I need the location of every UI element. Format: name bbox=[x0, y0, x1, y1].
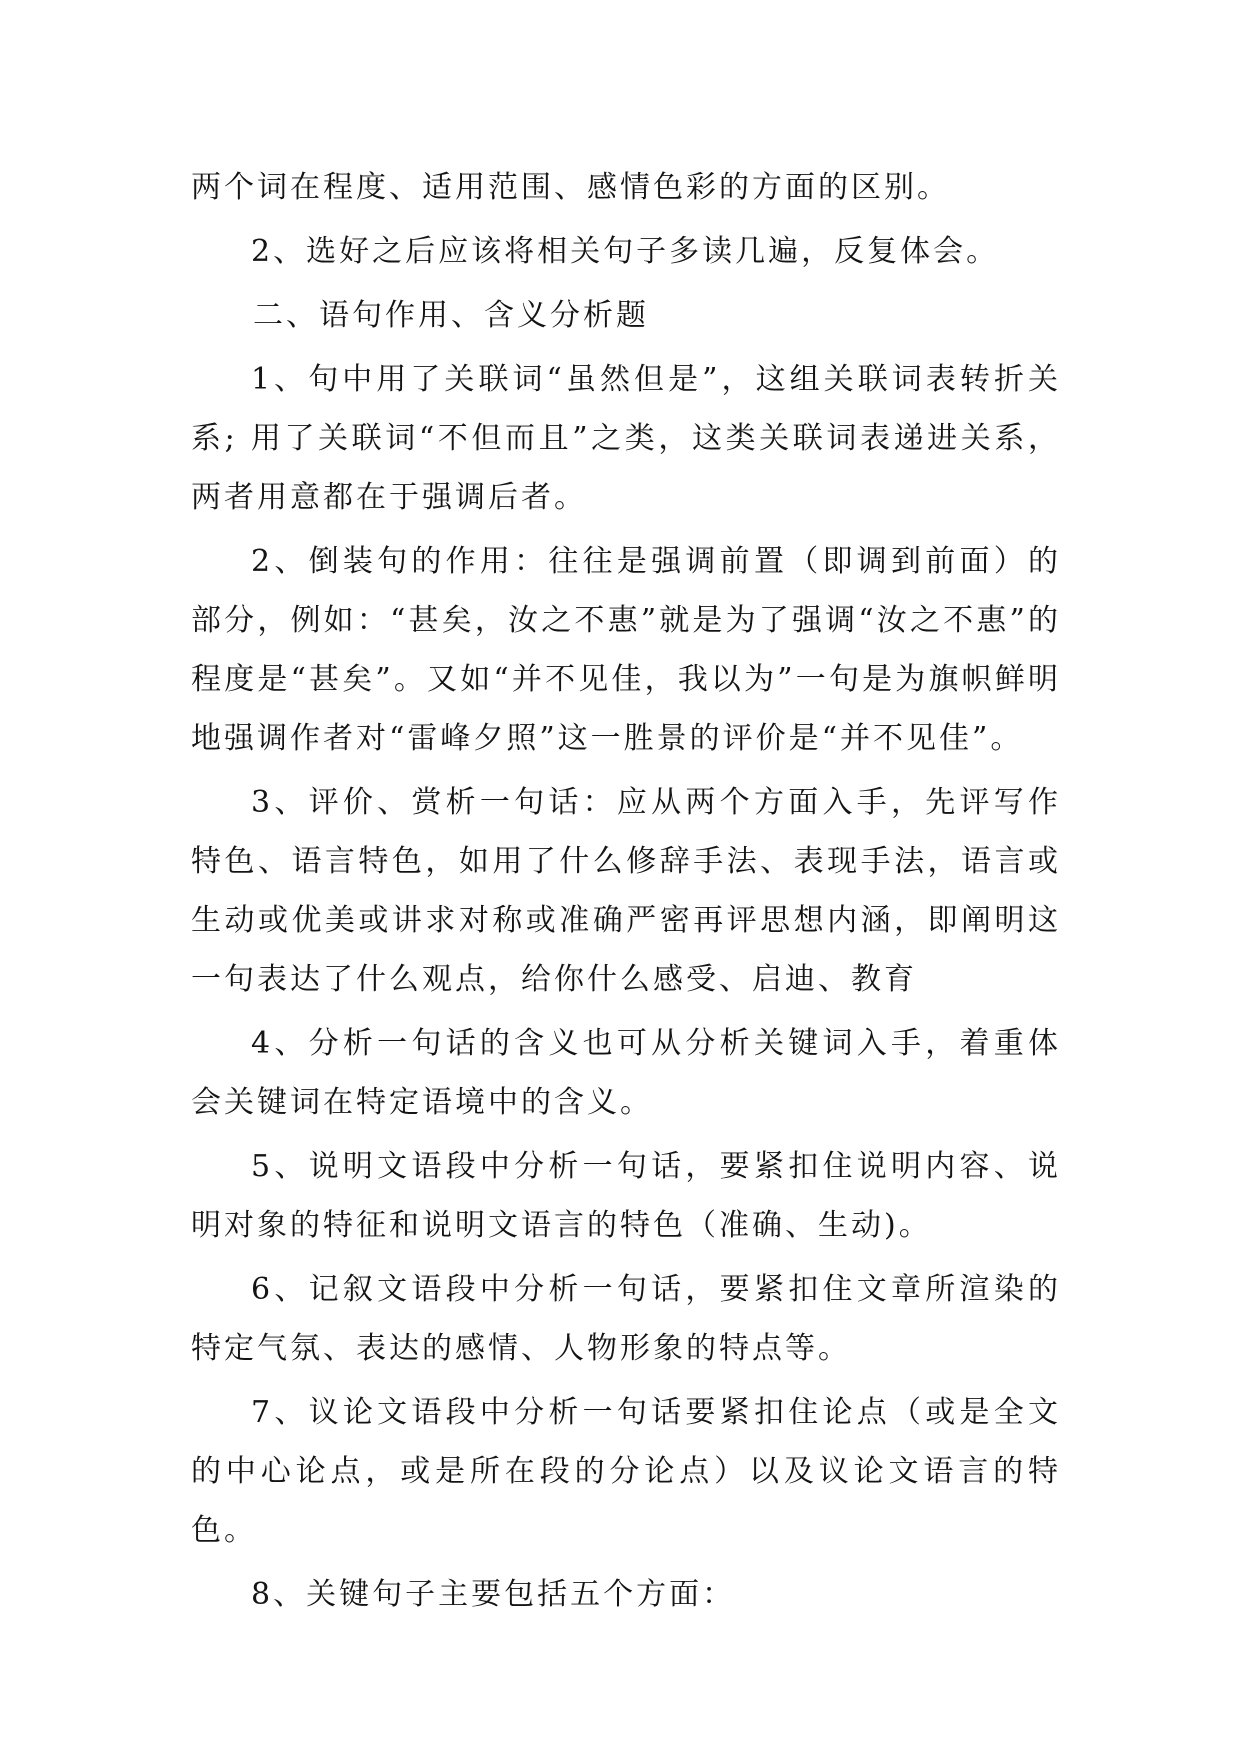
paragraph-item-3: 3、评价、赏析一句话：应从两个方面入手，先评写作特色、语言特色，如用了什么修辞手法、表现手法，语言或生动或优美或讲求对称或准确严密再评思想内涵，即阐明这一句表达了什么观点，给你什么感受、启迪、教育 bbox=[191, 785, 1061, 997]
document-body bbox=[191, 158, 1061, 1629]
paragraph-item-2: 2、选好之后应该将相关句子多读几遍，反复体会。 bbox=[251, 234, 1000, 269]
paragraph-item-8: 8、关键句子主要包括五个方面： bbox=[251, 1577, 736, 1612]
paragraph-item-2-inversion: 2、倒装句的作用：往往是强调前置（即调到前面）的部分，例如：“甚矣，汝之不惠”就是为了强调“汝之不惠”的程度是“甚矣”。又如“并不见佳，我以为”一句是为旗帜鲜明地强调作者对“雷峰夕照”这一胜景的评价是“并不见佳”。 bbox=[191, 544, 1061, 756]
paragraph-item-7: 7、议论文语段中分析一句话要紧扣住论点（或是全文的中心论点，或是所在段的分论点）以及议论文语言的特色。 bbox=[191, 1395, 1061, 1548]
paragraph-item-4: 4、分析一句话的含义也可从分析关键词入手，着重体会关键词在特定语境中的含义。 bbox=[191, 1026, 1061, 1120]
section-heading: 二、语句作用、含义分析题 bbox=[253, 298, 649, 333]
paragraph-continuation: 两个词在程度、适用范围、感情色彩的方面的区别。 bbox=[191, 170, 950, 205]
paragraph-item-6: 6、记叙文语段中分析一句话，要紧扣住文章所渲染的特定气氛、表达的感情、人物形象的特点等。 bbox=[191, 1272, 1061, 1366]
paragraph-item-5: 5、说明文语段中分析一句话，要紧扣住说明内容、说明对象的特征和说明文语言的特色（准确、生动)。 bbox=[191, 1149, 1061, 1243]
paragraph-item-1: 1、句中用了关联词“虽然但是”，这组关联词表转折关系; 用了关联词“不但而且”之类，这类关联词表递进关系，两者用意都在于强调后者。 bbox=[191, 362, 1061, 515]
